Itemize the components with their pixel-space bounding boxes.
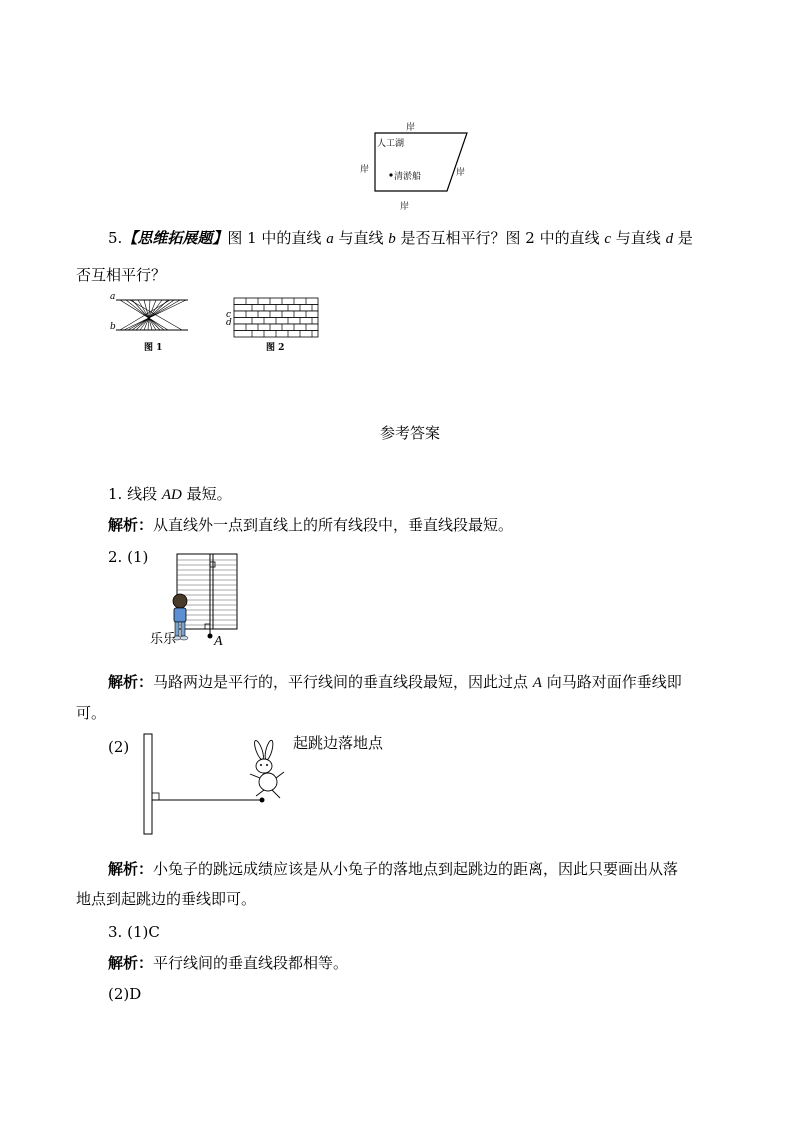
a2-part2: (2) <box>108 738 130 756</box>
brick-row <box>234 324 318 331</box>
a2-analysis-label: 解析： <box>108 673 154 691</box>
bank-bottom-label: 岸 <box>400 202 410 212</box>
a3-analysis-label: 解析： <box>108 954 154 972</box>
a2-analysis-line2: 可。 <box>76 704 107 722</box>
bank-right-label: 岸 <box>456 168 466 178</box>
road-figure <box>150 552 250 652</box>
bank-top-label: 岸 <box>406 123 416 133</box>
brick-row <box>234 311 318 318</box>
a2-analysis2-text: 小兔子的跳远成绩应该是从小兔子的落地点到起跳边的距离，因此只要画出从落 <box>153 860 679 878</box>
q5-text-4: 与直线 <box>611 229 666 247</box>
boat-label: 清淤船 <box>394 172 422 182</box>
q5-text-2: 与直线 <box>333 229 389 247</box>
fig2-caption: 图 2 <box>266 343 285 353</box>
a1-analysis-text: 从直线外一点到直线上的所有线段中，垂直线段最短。 <box>153 516 514 534</box>
q5-text-5: 是 <box>673 229 693 247</box>
a2-part1: (1) <box>127 548 149 566</box>
answers-heading: 参考答案 <box>380 424 441 442</box>
a1-pre: 线段 <box>127 485 162 503</box>
jump-figure <box>140 730 400 840</box>
fig1-label-b: b <box>110 322 116 332</box>
q5-var-d: d <box>665 231 674 247</box>
fig1-caption: 图 1 <box>144 343 163 353</box>
q5-tag: 【思维拓展题】 <box>122 231 228 247</box>
a1-var: AD <box>161 487 182 503</box>
a2-analysis2-line1 <box>108 859 678 879</box>
q5-var-b: b <box>388 231 396 247</box>
fig1 <box>106 292 196 352</box>
a1-post: 最短。 <box>181 485 232 503</box>
person-name-label: 乐乐 <box>150 632 177 647</box>
jump-label: 起跳边落地点 <box>293 734 384 752</box>
a3-line <box>108 922 160 942</box>
a3-part1: (1)C <box>127 923 160 941</box>
fig2-label-c: c <box>226 310 232 320</box>
q5-var-c: c <box>604 231 612 247</box>
a2-analysis-line1 <box>108 672 682 693</box>
a3-number: 3. <box>108 923 123 941</box>
a2-analysis-text-1: 马路两边是平行的，平行线间的垂直线段最短，因此过点 <box>153 673 533 691</box>
fig2 <box>226 296 322 352</box>
lake-name-label: 人工湖 <box>377 139 405 149</box>
a3-analysis-text: 平行线间的垂直线段都相等。 <box>153 954 349 972</box>
bank-left-label: 岸 <box>360 165 370 175</box>
q5-line2: 否互相平行？ <box>76 266 167 284</box>
q5-line1 <box>108 228 693 249</box>
fig2-label-d: d <box>226 318 232 328</box>
a3-part2: (2)D <box>108 985 142 1003</box>
fig1-label-a: a <box>110 292 116 302</box>
q5-text-3: 是否互相平行？图 2 中的直线 <box>395 229 605 247</box>
a2-line <box>108 547 148 567</box>
a1-analysis <box>108 515 513 535</box>
q5-text-1: 图 1 中的直线 <box>227 229 327 247</box>
brick-row <box>234 298 318 305</box>
a1-number: 1. <box>108 485 123 503</box>
q5-var-a: a <box>326 231 334 247</box>
a2-analysis-text-2: 向马路对面作垂线即 <box>541 673 682 691</box>
a2-analysis2-label: 解析： <box>108 860 154 878</box>
a2-analysis-var: A <box>532 675 542 691</box>
a1-analysis-label: 解析： <box>108 516 154 534</box>
point-a-label: A <box>214 634 223 649</box>
a2-analysis2-line2: 地点到起跳边的垂线即可。 <box>76 890 257 908</box>
a2-number: 2. <box>108 548 123 566</box>
a3-analysis <box>108 953 348 973</box>
q5-number: 5. <box>108 229 123 247</box>
lake-figure <box>355 118 475 213</box>
a1-line <box>108 484 232 505</box>
